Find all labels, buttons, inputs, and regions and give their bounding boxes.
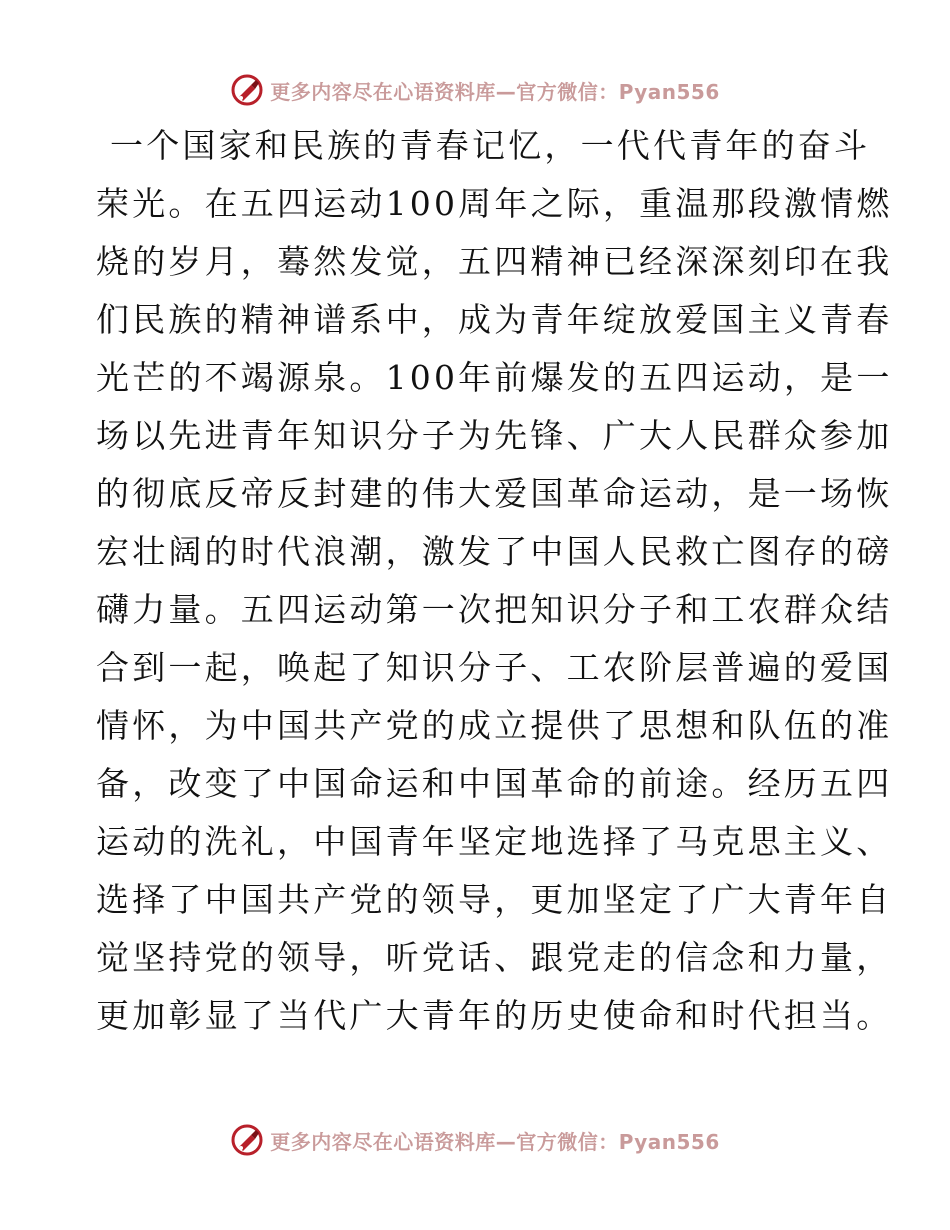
text-line: 们民族的精神谱系中，成为青年绽放爱国主义青春 xyxy=(96,300,893,339)
pen-logo-icon xyxy=(230,1123,264,1157)
text-line: 觉坚持党的领导，听党话、跟党走的信念和力量， xyxy=(96,938,893,977)
text-line: 光芒的不竭源泉。100年前爆发的五四运动，是一 xyxy=(96,358,893,397)
text-line: 场以先进青年知识分子为先锋、广大人民群众参加 xyxy=(96,416,893,455)
text-line: 情怀，为中国共产党的成立提供了思想和队伍的准 xyxy=(96,706,893,745)
text-line: 一个国家和民族的青春记忆，一代代青年的奋斗 xyxy=(110,126,871,165)
text-line: 荣光。在五四运动100周年之际，重温那段激情燃 xyxy=(96,184,893,223)
footer-watermark xyxy=(0,1120,950,1160)
text-line: 选择了中国共产党的领导，更加坚定了广大青年自 xyxy=(96,880,893,919)
watermark-text: 更多内容尽在心语资料库—官方微信：Pyan556 xyxy=(270,79,720,104)
text-line: 运动的洗礼，中国青年坚定地选择了马克思主义、 xyxy=(96,822,893,861)
text-line: 礴力量。五四运动第一次把知识分子和工农群众结 xyxy=(96,590,893,629)
text-line: 烧的岁月，蓦然发觉，五四精神已经深深刻印在我 xyxy=(96,242,893,281)
pen-logo-icon xyxy=(230,73,264,107)
text-line: 的彻底反帝反封建的伟大爱国革命运动，是一场恢 xyxy=(96,474,893,513)
header-watermark xyxy=(0,70,950,110)
watermark-text: 更多内容尽在心语资料库—官方微信：Pyan556 xyxy=(270,1129,720,1154)
text-line: 备，改变了中国命运和中国革命的前途。经历五四 xyxy=(96,764,893,803)
text-line: 更加彰显了当代广大青年的历史使命和时代担当。 xyxy=(96,996,893,1035)
article-body xyxy=(96,117,893,1045)
text-line: 宏壮阔的时代浪潮，激发了中国人民救亡图存的磅 xyxy=(96,532,893,571)
text-line: 合到一起，唤起了知识分子、工农阶层普遍的爱国 xyxy=(96,648,893,687)
